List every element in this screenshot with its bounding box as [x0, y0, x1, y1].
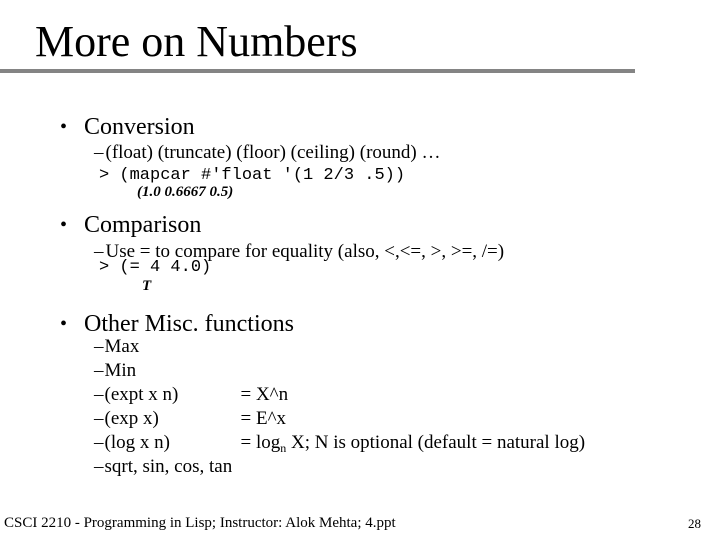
- dash-icon: –: [94, 456, 104, 477]
- section-heading: Conversion: [84, 114, 195, 140]
- function-name: (expt x n): [104, 384, 179, 405]
- function-name: sqrt, sin, cos, tan: [104, 456, 233, 477]
- function-name: (exp x): [104, 408, 159, 429]
- misc-row-trig: [94, 456, 241, 478]
- section-heading: Other Misc. functions: [84, 311, 294, 337]
- misc-row-max: [94, 336, 241, 358]
- misc-row-exp: [94, 408, 286, 430]
- function-name: Min: [104, 360, 137, 381]
- bullet-item-other-misc: [60, 311, 294, 337]
- function-meaning: = X^n: [240, 384, 289, 405]
- misc-row-min: [94, 360, 241, 382]
- function-meaning-rest: X; N is optional (default = natural log): [286, 432, 586, 453]
- bullet-item-conversion: [60, 114, 195, 140]
- section-heading: Comparison: [84, 212, 202, 238]
- function-name: (log x n): [104, 432, 170, 453]
- function-meaning: = log: [240, 432, 281, 453]
- dash-icon: –: [94, 142, 104, 163]
- lisp-code-mapcar: > (mapcar #'float '(1 2/3 .5)): [99, 166, 406, 185]
- dash-icon: –: [94, 241, 104, 262]
- detail-text: Use = to compare for equality (also, <,<=, >, >=, /=): [105, 241, 505, 262]
- misc-row-expt: [94, 384, 288, 406]
- dash-icon: –: [94, 336, 104, 357]
- bullet-item-comparison: [60, 212, 201, 238]
- lisp-result-equals: T: [142, 278, 152, 294]
- footer-course-info: CSCI 2210 - Programming in Lisp; Instructor: Alok Mehta; 4.ppt: [4, 515, 396, 531]
- dash-icon: –: [94, 384, 104, 405]
- function-meaning: = E^x: [240, 408, 286, 429]
- dash-icon: –: [94, 408, 104, 429]
- conversion-functions-line: [94, 142, 441, 164]
- bullet-icon: •: [60, 313, 68, 335]
- function-name: Max: [104, 336, 140, 357]
- log-subscript: n: [280, 441, 287, 455]
- dash-icon: –: [94, 432, 104, 453]
- dash-icon: –: [94, 360, 104, 381]
- detail-text: (float) (truncate) (floor) (ceiling) (round) …: [105, 142, 441, 163]
- lisp-code-equals: > (= 4 4.0): [99, 258, 212, 277]
- lisp-result-mapcar: (1.0 0.6667 0.5): [137, 184, 234, 200]
- misc-row-log: [94, 432, 585, 456]
- title-divider: [0, 69, 635, 73]
- slide-title: More on Numbers: [35, 17, 358, 66]
- bullet-icon: •: [60, 116, 68, 138]
- page-number: 28: [688, 516, 701, 531]
- bullet-icon: •: [60, 214, 68, 236]
